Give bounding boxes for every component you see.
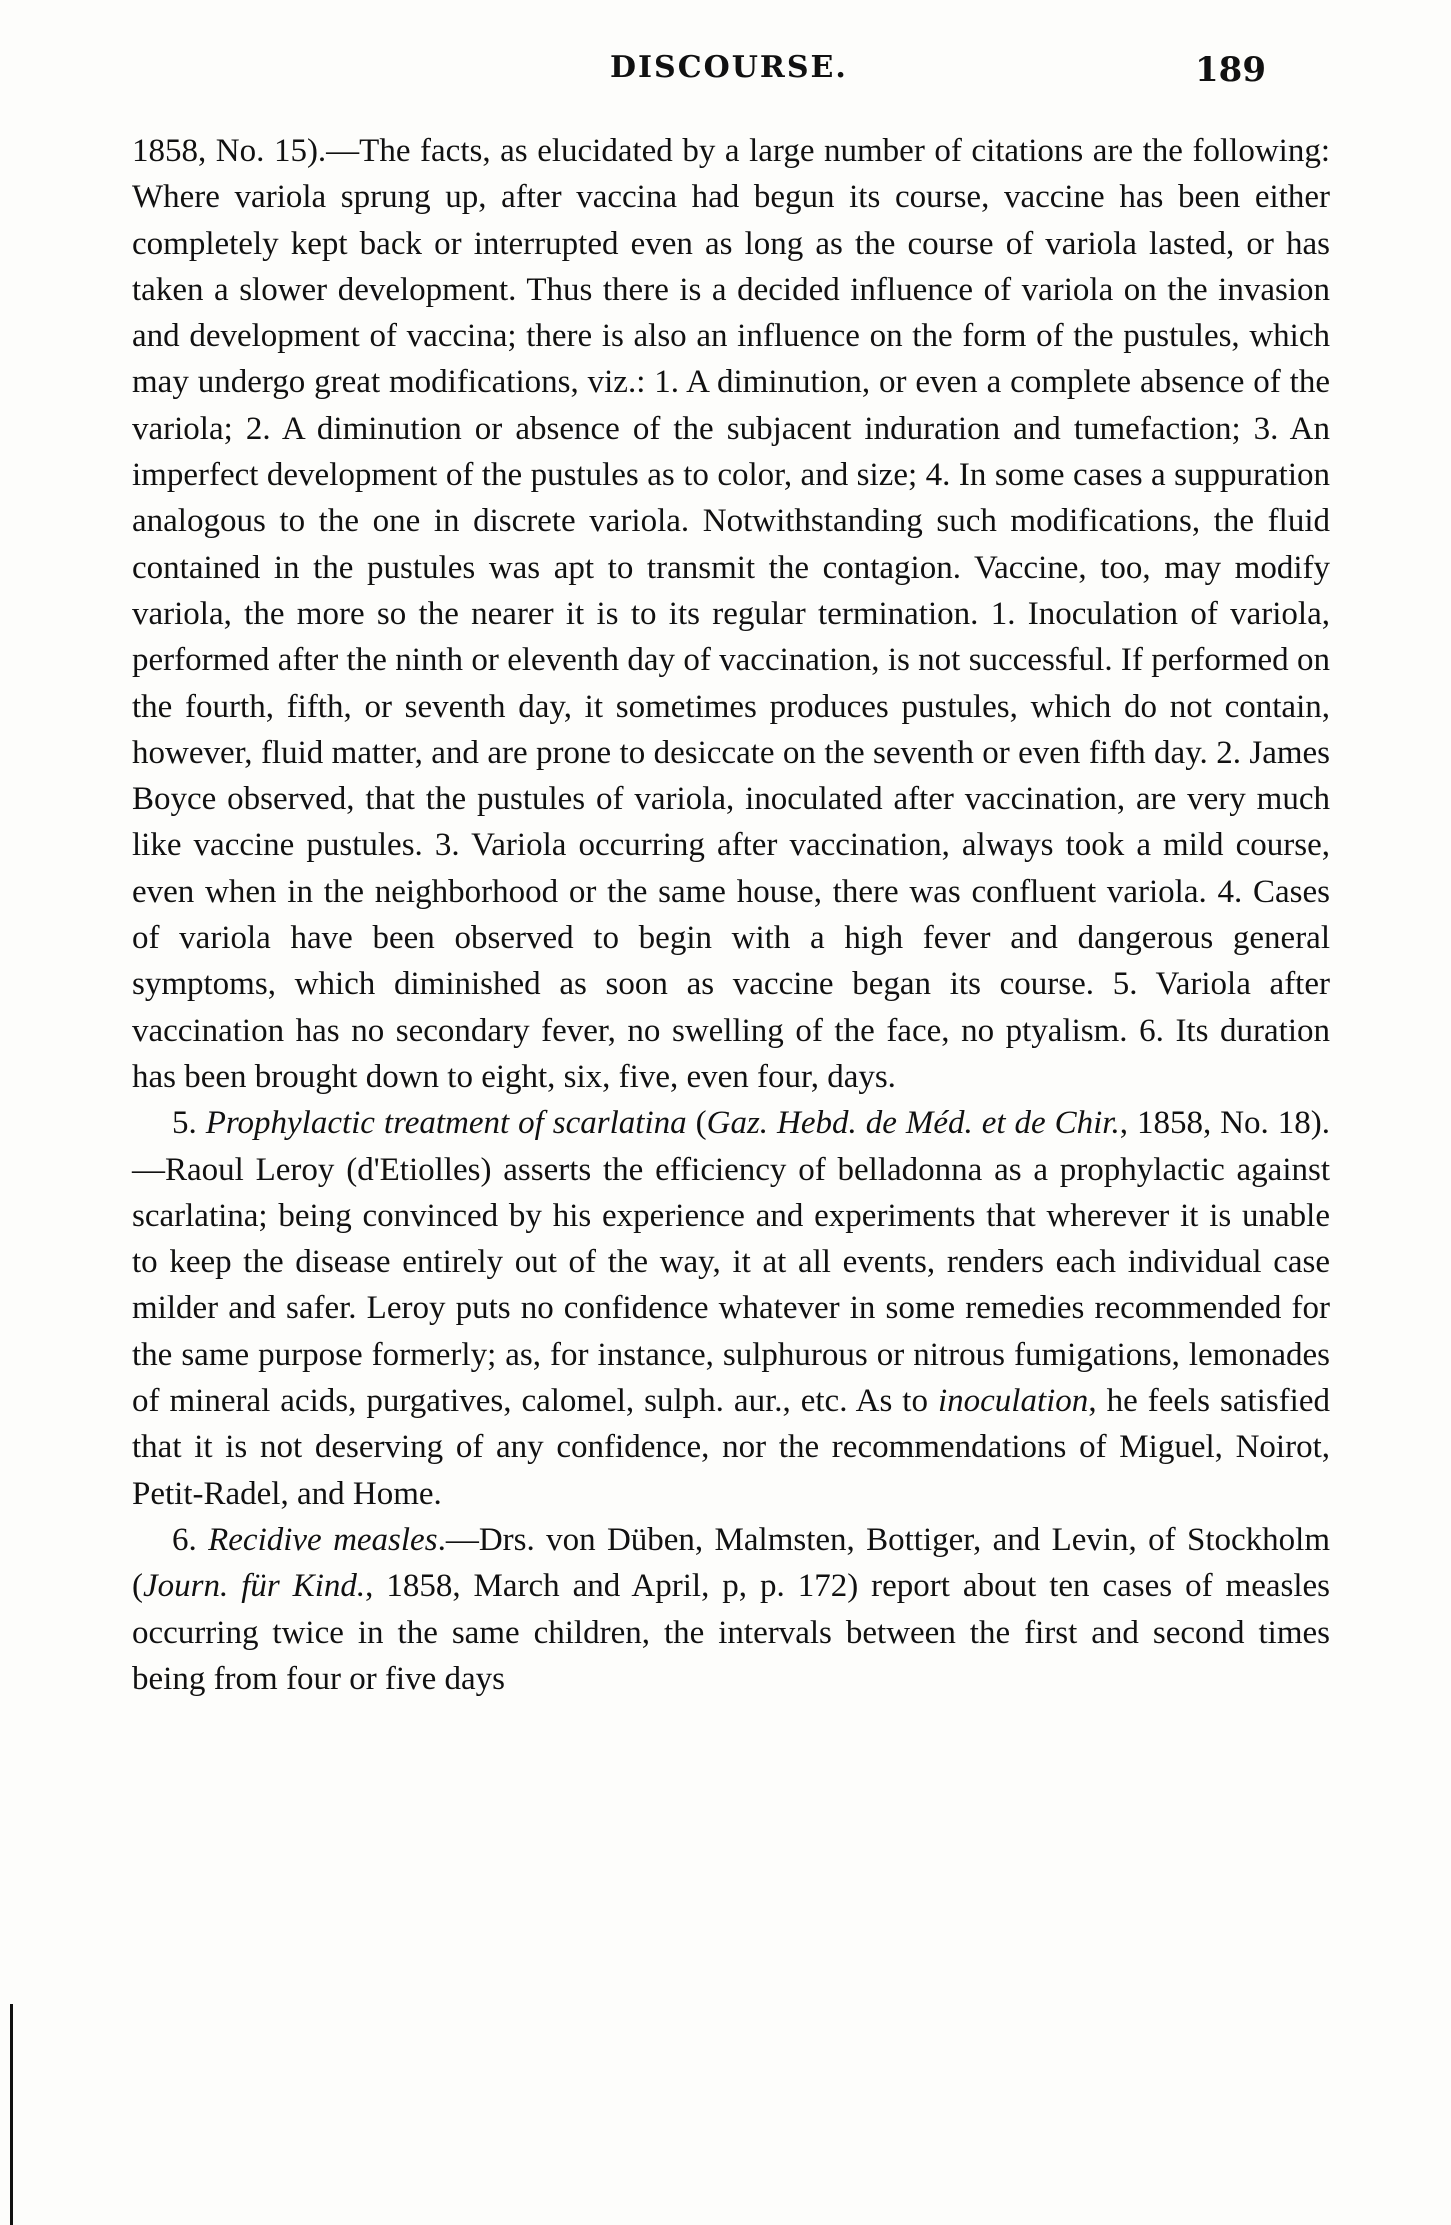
italic-text-run: Recidive measles — [208, 1521, 438, 1558]
page-number: 189 — [1195, 50, 1266, 90]
text-run: 6. — [172, 1521, 209, 1558]
paragraph-vaccina-variola — [132, 128, 1330, 1100]
italic-text-run: Prophylactic treatment of scarlatina — [205, 1105, 687, 1142]
text-run: 1858, No. 15).—The facts, as elucidated by a large number of citations are the following: Where variola sprung up, after vaccina had begun its course, vaccine has been either completely kept back or interrupted even as long as the course of variola lasted, or has taken a slower development. Thus there is a decided influence of variola on the invasion and development of vaccina; there is also an influence on the form of the pustules, which may undergo great modifications, viz.: 1. A diminution, or even a complete absence of the variola; 2. A diminution or absence of the subjacent induration and tumefaction; 3. An imperfect development of the pustules as to color, and size; 4. In some cases a suppuration analogous to the one in discrete variola. Notwithstanding such modifications, the fluid contained in the pustules was apt to transmit the contagion. Vaccine, too, may modify variola, the more so the nearer it is to its regular termination. 1. Inoculation of variola, performed after the ninth or eleventh day of vaccination, is not successful. If performed on the fourth, fifth, or seventh day, it sometimes produces pustules, which do not contain, however, fluid matter, and are prone to desiccate on the seventh or even fifth day. 2. James Boyce observed, that the pustules of variola, inoculated after vaccination, are very much like vaccine pustules. 3. Variola occurring after vaccination, always took a mild course, even when in the neighborhood or the same house, there was confluent variola. 4. Cases of variola have been observed to begin with a high fever and dangerous general symptoms, which diminished as soon as vaccine began its course. 5. Variola after vaccination has no secondary fever, no swelling of the face, no ptyalism. 6. Its duration has been brought down to eight, six, five, even four, days. — [132, 133, 1330, 1095]
italic-text-run: inoculation — [937, 1383, 1089, 1420]
paragraph-scarlatina — [132, 1100, 1330, 1517]
page-header — [0, 50, 1451, 90]
text-run: , he feels satisfied that it is not deserving of any confidence, nor the recommendations of Miguel, Noirot, Petit-Radel, and Home. — [132, 1383, 1330, 1512]
italic-text-run: Gaz. Hebd. de Méd. et de Chir. — [706, 1105, 1120, 1142]
running-head: DISCOURSE. — [610, 50, 848, 85]
italic-text-run: Journ. für Kind. — [143, 1568, 366, 1605]
paragraph-recidive-measles — [132, 1517, 1330, 1702]
text-run: ( — [686, 1105, 707, 1142]
scan-border-line — [10, 2004, 13, 2225]
body-text — [132, 128, 1330, 1702]
text-run: , 1858, March and April, p, p. 172) report about ten cases of measles occurring twice in the same children, the intervals between the first and second times being from four or five days — [132, 1568, 1330, 1697]
text-run: .—Drs. von Düben, Malmsten, Bottiger, and Levin, of Stockholm ( — [132, 1521, 1331, 1605]
text-run: 5. — [172, 1105, 206, 1142]
text-run: , 1858, No. 18).—Raoul Leroy (d'Etiolles) asserts the efficiency of belladonna as a prophylactic against scarlatina; being convinced by his experience and experiments that wherever it is unable to keep the disease entirely out of the way, it at all events, renders each individual case milder and safer. Leroy puts no confidence whatever in some remedies recommended for the same purpose formerly; as, for instance, sulphurous or nitrous fumigations, lemonades of mineral acids, purgatives, calomel, sulph. aur., etc. As to — [132, 1105, 1330, 1420]
